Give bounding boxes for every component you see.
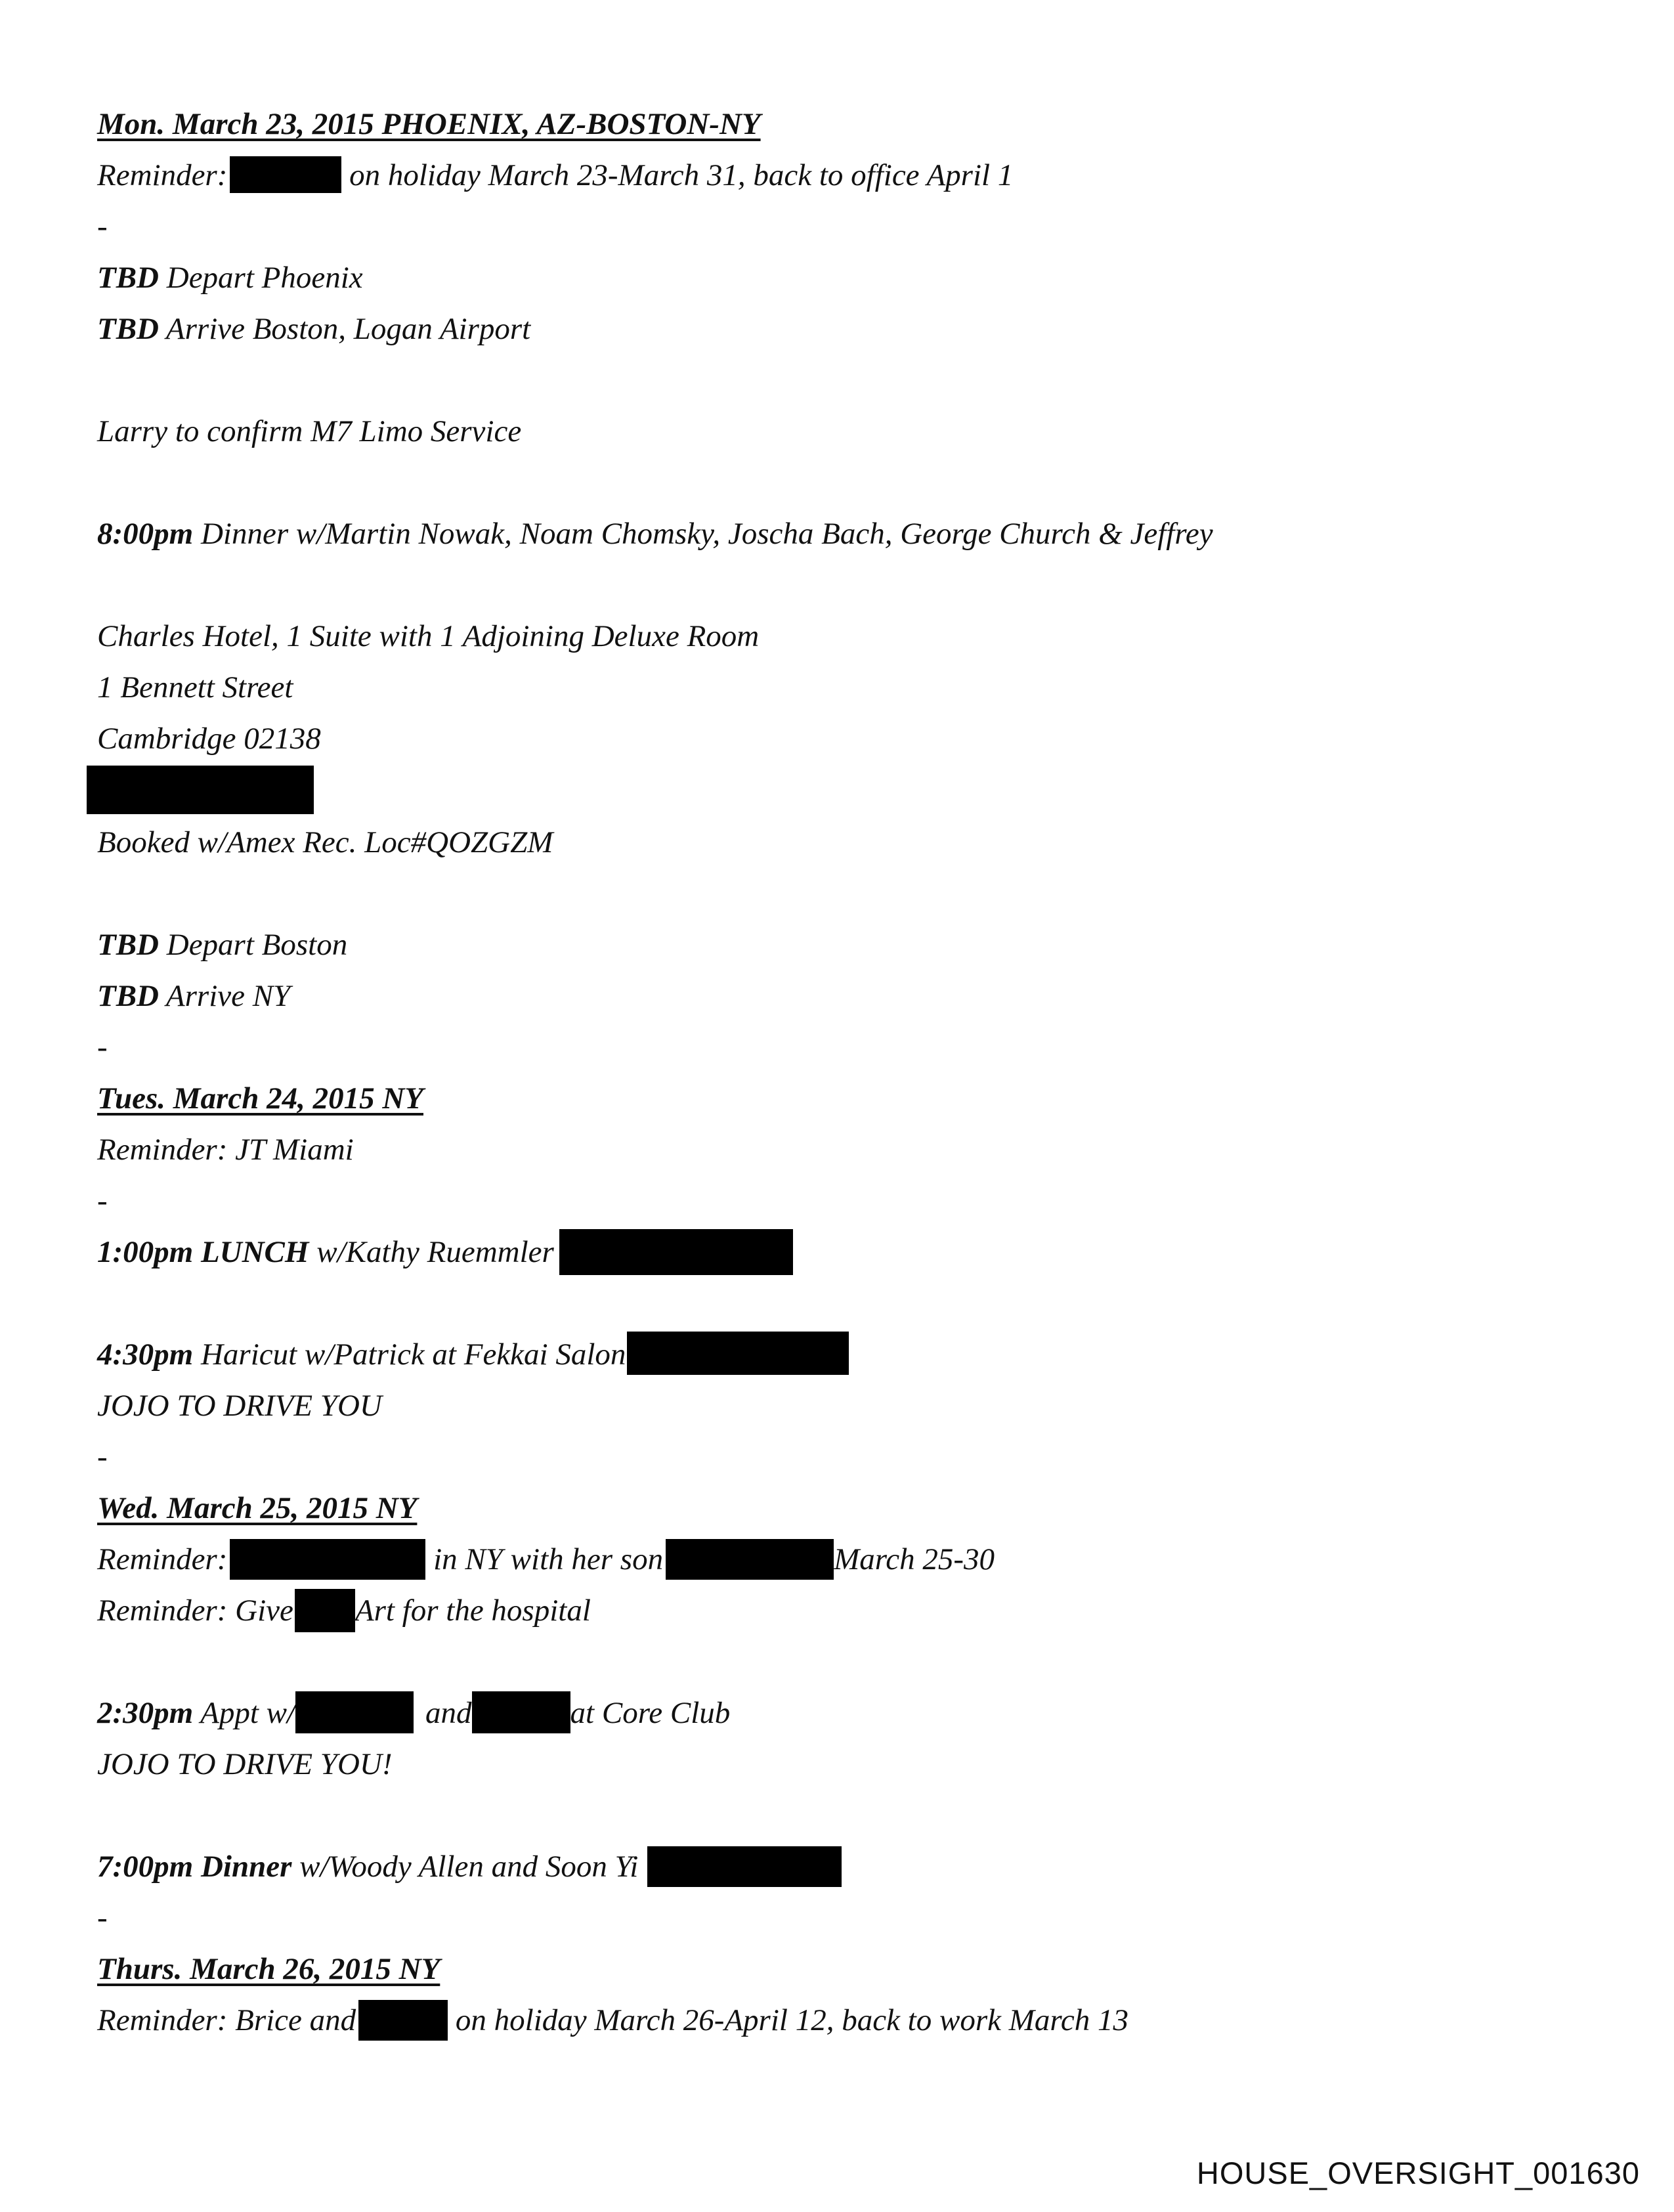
redaction-box [559,1229,793,1275]
separator-dash: - [97,1030,108,1064]
reminder-prefix: Reminder: Brice and [97,2003,356,2037]
hotel-city: Cambridge 02138 [97,722,321,756]
schedule-item [97,1687,1607,1739]
item-time: TBD [97,979,159,1013]
reminder-line [97,1995,1607,2046]
redaction-box [295,1691,414,1733]
driver-note: JOJO TO DRIVE YOU! [97,1747,393,1781]
day-header-thu: Thurs. March 26, 2015 NY [97,1952,440,1986]
reminder-suffix: on holiday March 23-March 31, back to office April 1 [341,158,1014,192]
schedule-item [97,919,1607,970]
item-text: w/Woody Allen and Soon Yi [291,1850,639,1884]
item-text: w/Kathy Ruemmler [309,1235,554,1269]
item-time: 4:30pm [97,1337,194,1372]
separator-dash: - [97,1184,108,1218]
item-time: 8:00pm [97,517,194,551]
hotel-street: 1 Bennett Street [97,670,293,705]
schedule-item [97,1226,1607,1278]
item-text: Depart Phoenix [159,261,363,295]
reminder-mid: in NY with her son [425,1542,664,1576]
redaction-box [647,1846,842,1887]
redaction-box [472,1691,570,1733]
bates-number: HOUSE_OVERSIGHT_001630 [1196,2156,1640,2190]
item-time: 7:00pm Dinner [97,1850,292,1884]
reminder-suffix: on holiday March 26-April 12, back to work March 13 [448,2003,1129,2037]
item-text: and [425,1696,472,1730]
separator-dash: - [97,1901,108,1935]
item-text: Depart Boston [159,928,348,962]
reminder-prefix: Reminder: [97,1542,228,1576]
day-header-tue: Tues. March 24, 2015 NY [97,1081,423,1116]
day-header-mon: Mon. March 23, 2015 PHOENIX, AZ-BOSTON-NY [97,107,761,141]
item-text: at Core Club [570,1696,731,1730]
schedule-item [97,508,1607,559]
reminder-line [97,1534,1607,1585]
reminder-suffix: Art for the hospital [354,1594,591,1628]
day-header-wed: Wed. March 25, 2015 NY [97,1491,418,1525]
item-text: Dinner w/Martin Nowak, Noam Chomsky, Joscha Bach, George Church & Jeffrey [193,517,1213,551]
separator-dash: - [97,1440,108,1474]
reminder-suffix: March 25-30 [834,1542,995,1576]
redaction-line [97,766,1607,817]
reminder-line: Reminder: JT Miami [97,1133,354,1167]
redaction-box [295,1589,355,1632]
redaction-box [666,1539,834,1580]
reminder-prefix: Reminder: [97,158,228,192]
redaction-box [627,1332,849,1375]
redaction-box [230,1539,425,1580]
schedule-item [97,252,1607,303]
hotel-name: Charles Hotel, 1 Suite with 1 Adjoining Deluxe Room [97,619,760,653]
item-text: Arrive NY [159,979,291,1013]
booking-note: Booked w/Amex Rec. Loc#QOZGZM [97,825,553,859]
item-time: 1:00pm LUNCH [97,1235,309,1269]
schedule-item [97,970,1607,1022]
driver-note: JOJO TO DRIVE YOU [97,1389,382,1423]
item-text: Appt w/ [193,1696,296,1730]
reminder-line [97,1585,1607,1636]
redaction-box [230,156,341,193]
item-time: TBD [97,261,159,295]
schedule-item [97,303,1607,355]
item-text: Arrive Boston, Logan Airport [159,312,531,346]
redaction-box [87,766,314,814]
item-time: 2:30pm [97,1696,194,1730]
separator-dash: - [97,209,108,244]
reminder-line [97,150,1607,201]
item-time: TBD [97,312,159,346]
item-text: Haricut w/Patrick at Fekkai Salon [193,1337,626,1372]
item-time: TBD [97,928,159,962]
limo-note: Larry to confirm M7 Limo Service [97,414,522,448]
reminder-prefix: Reminder: Give [97,1594,293,1628]
schedule-item [97,1841,1607,1892]
schedule-item [97,1329,1607,1380]
itinerary-document [97,98,1607,2046]
redaction-box [358,2000,448,2041]
